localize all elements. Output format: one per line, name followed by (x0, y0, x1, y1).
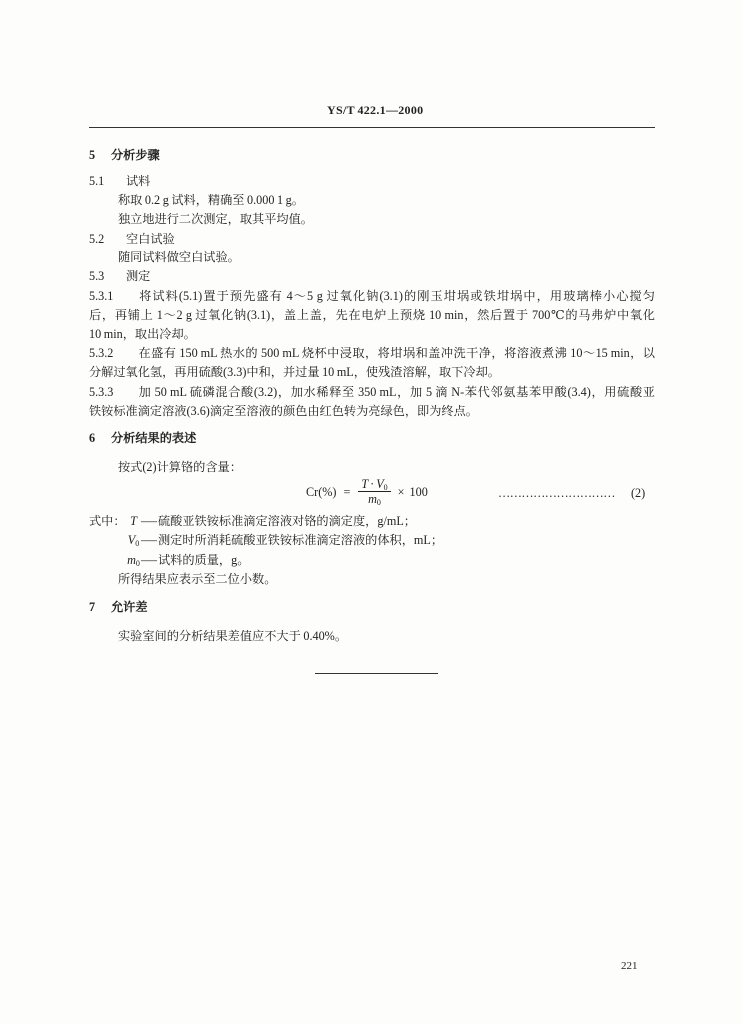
variable-v-subscript: 0 (383, 483, 388, 492)
clause-number: 5.3.1 (89, 289, 114, 303)
section-title: 分析结果的表述 (111, 431, 197, 445)
times-sign: × (397, 485, 405, 499)
symbol-m: m (127, 553, 136, 567)
tolerance-text: 实验室间的分析结果差值应不大于 0.40%。 (118, 629, 348, 643)
formula-2 (306, 478, 428, 507)
definition-dash: —— (141, 553, 158, 567)
clause-5-3-1-line-1 (89, 286, 655, 306)
end-rule (315, 673, 438, 674)
clause-5-3-1-line-3: 10 min，取出冷却。 (89, 327, 196, 341)
clause-number: 5.1 (89, 174, 105, 188)
formula-intro: 按式(2)计算铬的含量： (118, 460, 242, 474)
clause-text: 将试料(5.1)置于预先盛有 4～5 g 过氧化钠(3.1)的刚玉坩埚或铁坩埚中，用玻璃棒小心搅匀 (138, 289, 655, 303)
variable-definition: 试料的质量，g。 (158, 553, 250, 567)
page-number: 221 (621, 960, 638, 972)
clause-5-2-line-1: 随同试料做空白试验。 (118, 250, 240, 264)
symbol-v: V (127, 533, 136, 547)
clause-number: 5.3 (89, 269, 105, 283)
clause-5-3-3-line-2: 铁铵标准滴定溶液(3.6)滴定至溶液的颜色由红色转为亮绿色，即为终点。 (89, 404, 478, 418)
running-header: YS/T 422.1—2000 (327, 103, 424, 117)
clause-title: 空白试验 (126, 232, 175, 246)
dot-leader: ………………………… (498, 486, 615, 500)
section-title: 允许差 (111, 600, 148, 614)
rounding-note: 所得结果应表示至二位小数。 (118, 572, 277, 586)
variable-t: T (361, 477, 369, 491)
clause-5-3-2-line-1 (89, 343, 655, 363)
clause-5-2-heading (89, 229, 175, 249)
variable-m: m (368, 492, 377, 506)
clause-title: 试料 (126, 174, 151, 188)
fraction-denominator (368, 492, 381, 507)
section-6-heading (89, 428, 196, 448)
clause-title: 测定 (126, 269, 151, 283)
section-number: 7 (89, 600, 96, 614)
multiply-dot: · (370, 477, 375, 491)
symbol-subscript: 0 (135, 539, 140, 548)
section-5-heading (89, 145, 160, 165)
clause-number: 5.3.3 (89, 385, 114, 399)
clause-5-3-3-line-1 (89, 382, 655, 402)
variable-definition-row (0, 530, 742, 550)
clause-number: 5.3.2 (89, 346, 114, 360)
variable-symbol (126, 530, 141, 550)
symbol-subscript: 0 (135, 559, 140, 568)
clause-text: 加 50 mL 硫磷混合酸(3.2)，加水稀释至 350 mL，加 5 滴 N-苯代邻氨基苯甲酸(3.4)，用硫酸亚 (138, 385, 655, 399)
section-7-heading (89, 597, 148, 617)
clause-5-3-1-line-2: 后，再铺上 1～2 g 过氧化钠(3.1)，盖上盖，先在电炉上预烧 10 min，然后置于 700℃的马弗炉中氧化 (89, 308, 655, 322)
clause-5-1-line-1: 称取 0.2 g 试料，精确至 0.000 1 g。 (118, 193, 304, 207)
variable-symbol (126, 550, 141, 570)
definition-dash: —— (141, 533, 158, 547)
formula-factor: 100 (409, 485, 428, 499)
section-number: 6 (89, 431, 96, 445)
variable-definition-row (0, 511, 742, 531)
symbol-t: T (130, 514, 137, 528)
equals-sign: = (343, 485, 351, 499)
variable-definition-row (0, 550, 742, 570)
clause-number: 5.2 (89, 232, 105, 246)
where-label: 式中： (89, 514, 126, 528)
clause-text: 在盛有 150 mL 热水的 500 mL 烧杯中浸取，将坩埚和盖冲洗干净，将溶液煮沸 10～15 min，以 (138, 346, 655, 360)
clause-5-1-heading (89, 171, 150, 191)
clause-5-3-2-line-2: 分解过氧化氢，再用硫酸(3.3)中和，并过量 10 mL，使残渣溶解，取下冷却。 (89, 365, 500, 379)
header-rule (89, 127, 655, 128)
variable-m-subscript: 0 (376, 498, 381, 507)
definition-dash: —— (141, 514, 158, 528)
variable-v: V (376, 477, 384, 491)
formula-lhs: Cr(%) (306, 485, 337, 499)
clause-5-1-line-2: 独立地进行二次测定，取其平均值。 (118, 212, 313, 226)
variable-definition: 硫酸亚铁铵标准滴定溶液对铬的滴定度，g/mL； (158, 514, 416, 528)
equation-number: (2) (631, 486, 646, 500)
fraction (358, 478, 390, 507)
fraction-numerator (358, 478, 390, 492)
clause-5-3-heading (89, 266, 150, 286)
section-title: 分析步骤 (111, 148, 160, 162)
variable-symbol (126, 511, 141, 531)
variable-definition: 测定时所消耗硫酸亚铁铵标准滴定溶液的体积，mL； (158, 533, 444, 547)
section-number: 5 (89, 148, 96, 162)
